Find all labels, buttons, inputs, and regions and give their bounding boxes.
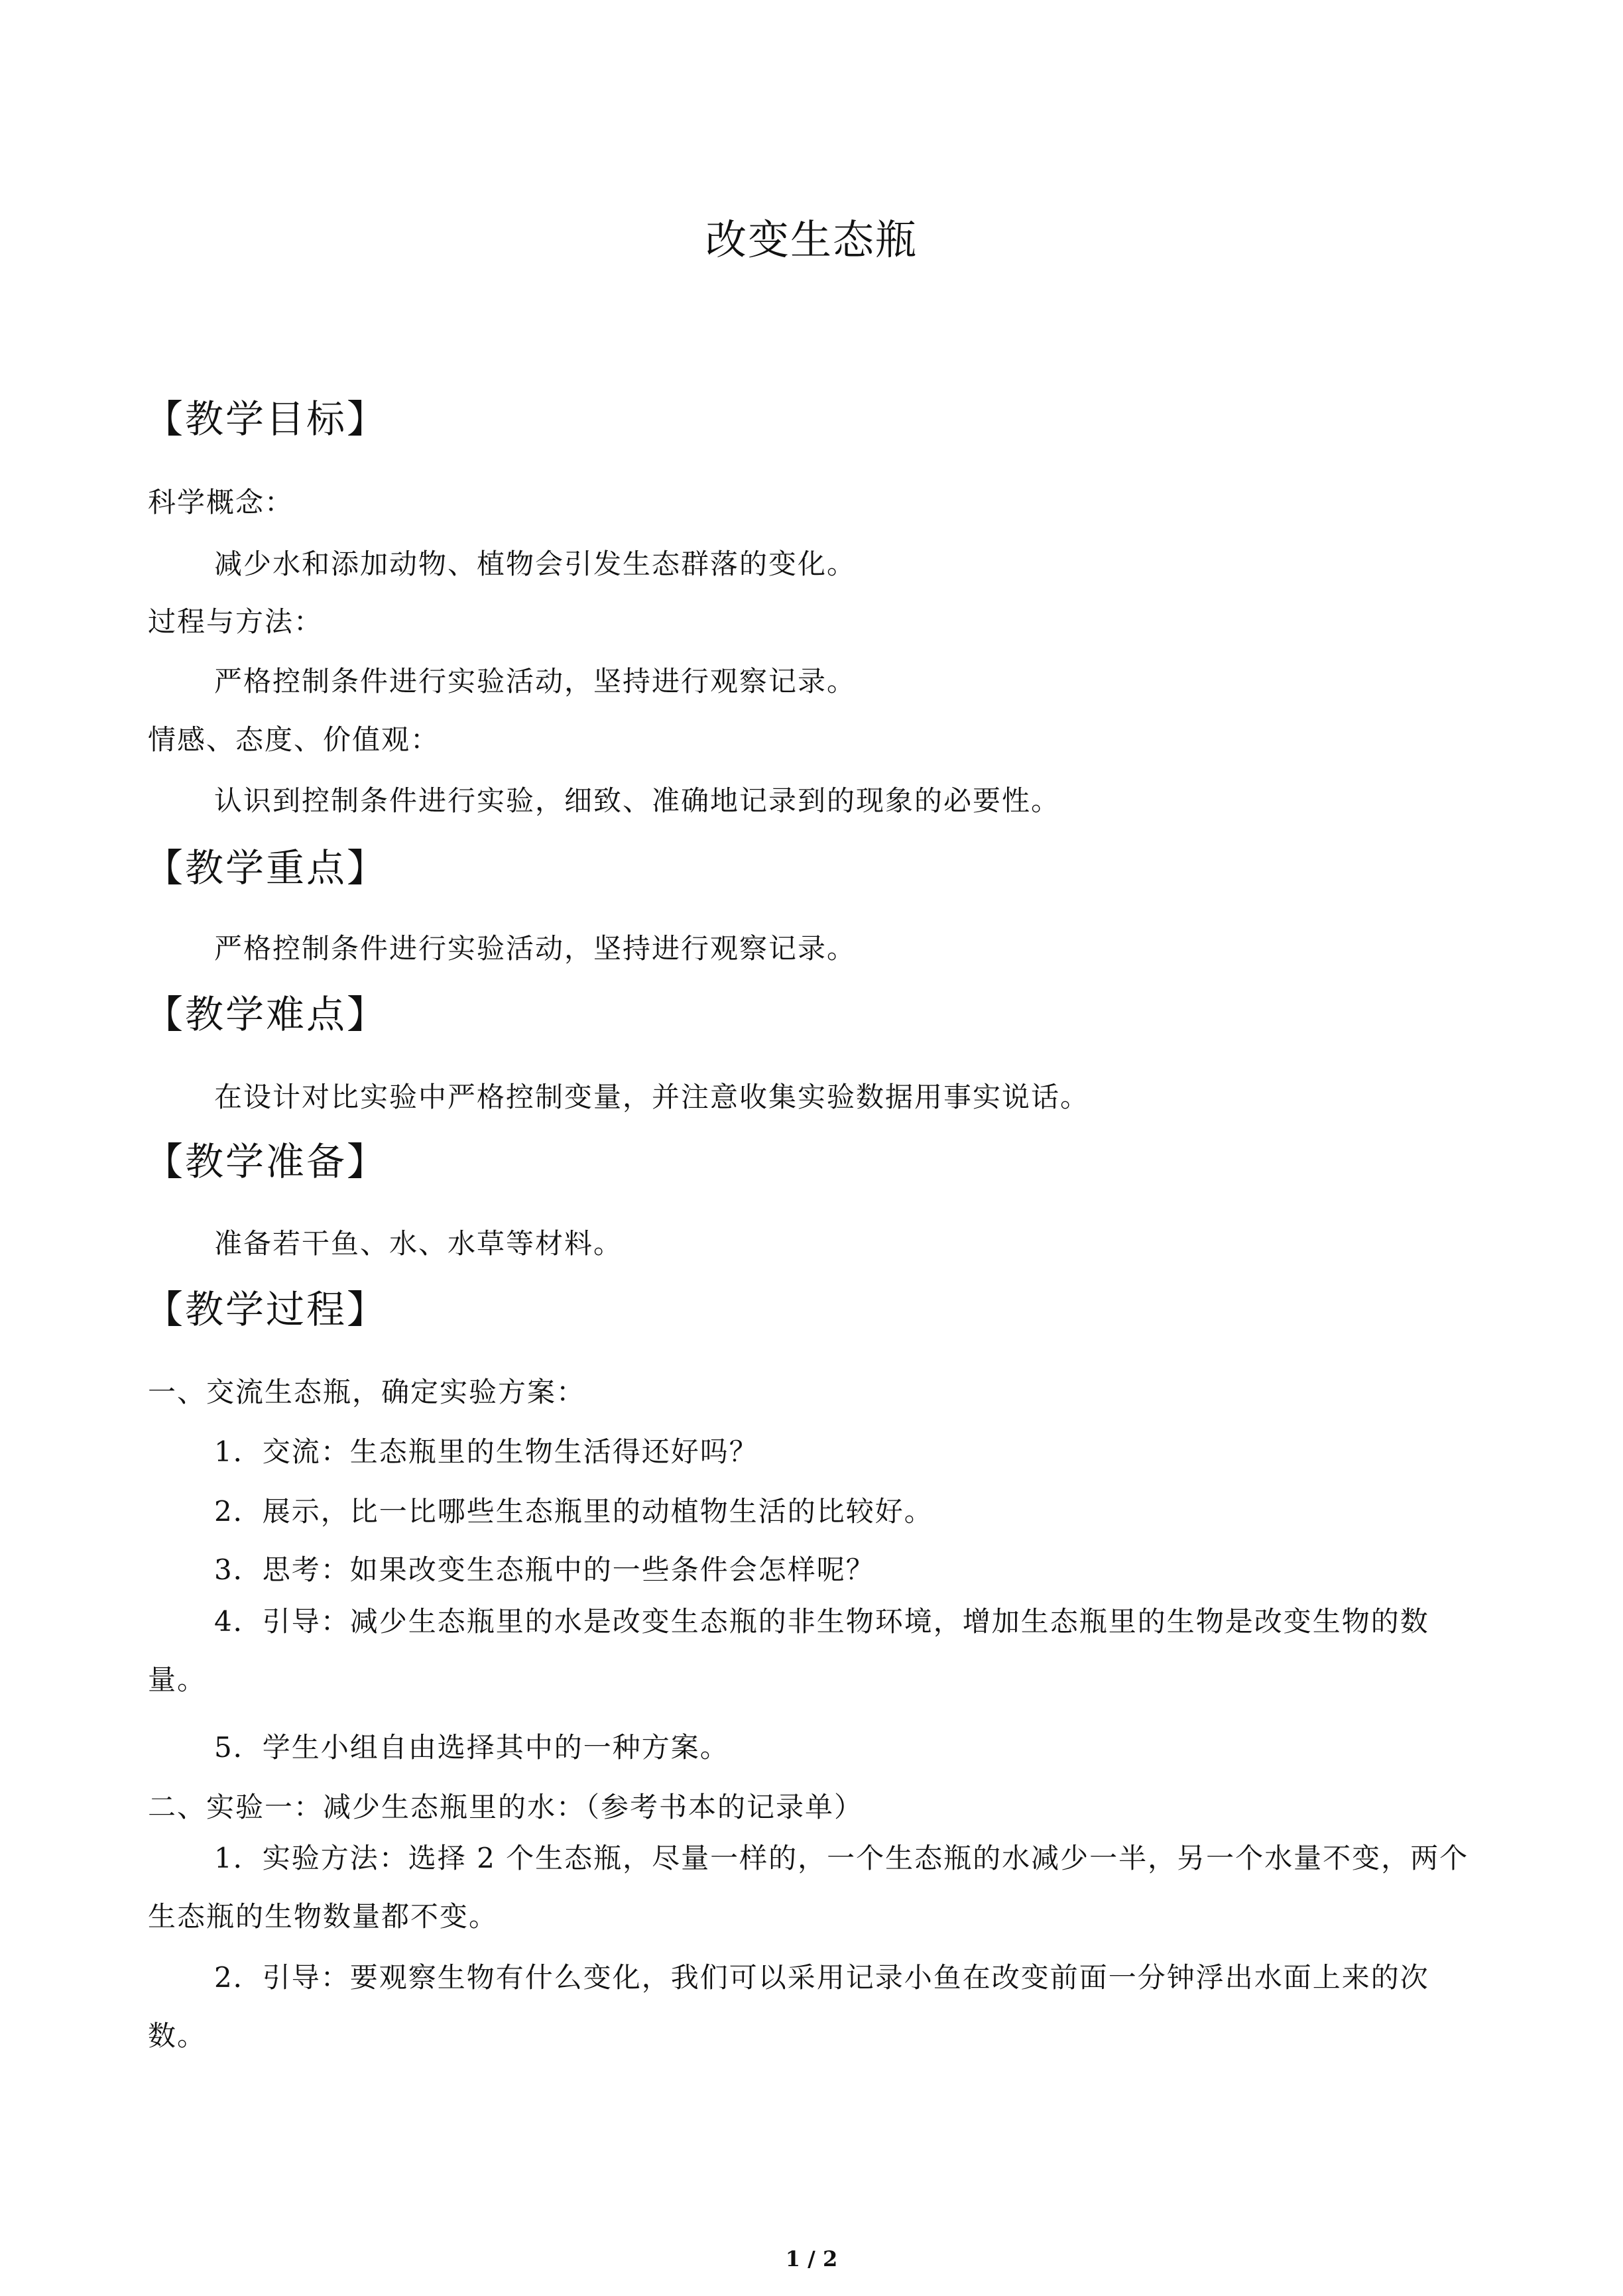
key-text: 严格控制条件进行实验活动，坚持进行观察记录。 xyxy=(214,932,857,965)
page-title: 改变生态瓶 xyxy=(705,215,918,264)
process-part2-heading: 二、实验一：减少生态瓶里的水：（参考书本的记录单） xyxy=(148,1791,864,1823)
concept-label: 科学概念： xyxy=(148,486,294,518)
method-text: 严格控制条件进行实验活动，坚持进行观察记录。 xyxy=(214,665,857,697)
attitude-label: 情感、态度、价值观： xyxy=(148,723,440,756)
process-item-1-1: 1．交流：生态瓶里的生物生活得还好吗？ xyxy=(214,1435,758,1468)
section-heading-difficulty: 【教学难点】 xyxy=(145,992,388,1037)
process-part1-heading: 一、交流生态瓶，确定实验方案： xyxy=(148,1376,586,1408)
section-heading-goals: 【教学目标】 xyxy=(145,396,388,442)
concept-text: 减少水和添加动物、植物会引发生态群落的变化。 xyxy=(214,548,857,580)
process-item-1-5: 5．学生小组自由选择其中的一种方案。 xyxy=(214,1731,729,1764)
process-item-2-2: 2．引导：要观察生物有什么变化，我们可以采用记录小鱼在改变前面一分钟浮出水面上来的次数。 xyxy=(148,1961,1429,2052)
section-heading-prep: 【教学准备】 xyxy=(145,1139,388,1184)
process-item-2-1: 1．实验方法：选择 2 个生态瓶，尽量一样的，一个生态瓶的水减少一半，另一个水量不变，两个生态瓶的生物数量都不变。 xyxy=(148,1842,1469,1933)
page-number: 1 / 2 xyxy=(785,2246,838,2271)
difficulty-text: 在设计对比实验中严格控制变量，并注意收集实验数据用事实说话。 xyxy=(214,1081,1090,1113)
prep-text: 准备若干鱼、水、水草等材料。 xyxy=(214,1227,623,1260)
method-label: 过程与方法： xyxy=(148,605,324,638)
process-item-1-3: 3．思考：如果改变生态瓶中的一些条件会怎样呢？ xyxy=(214,1553,875,1586)
process-item-1-2: 2．展示，比一比哪些生态瓶里的动植物生活的比较好。 xyxy=(214,1495,933,1528)
process-item-1-4: 4．引导：减少生态瓶里的水是改变生态瓶的非生物环境，增加生态瓶里的生物是改变生物的数量。 xyxy=(148,1605,1429,1696)
attitude-text: 认识到控制条件进行实验，细致、准确地记录到的现象的必要性。 xyxy=(214,784,1061,817)
section-heading-key: 【教学重点】 xyxy=(145,845,388,890)
section-heading-process: 【教学过程】 xyxy=(145,1287,388,1332)
